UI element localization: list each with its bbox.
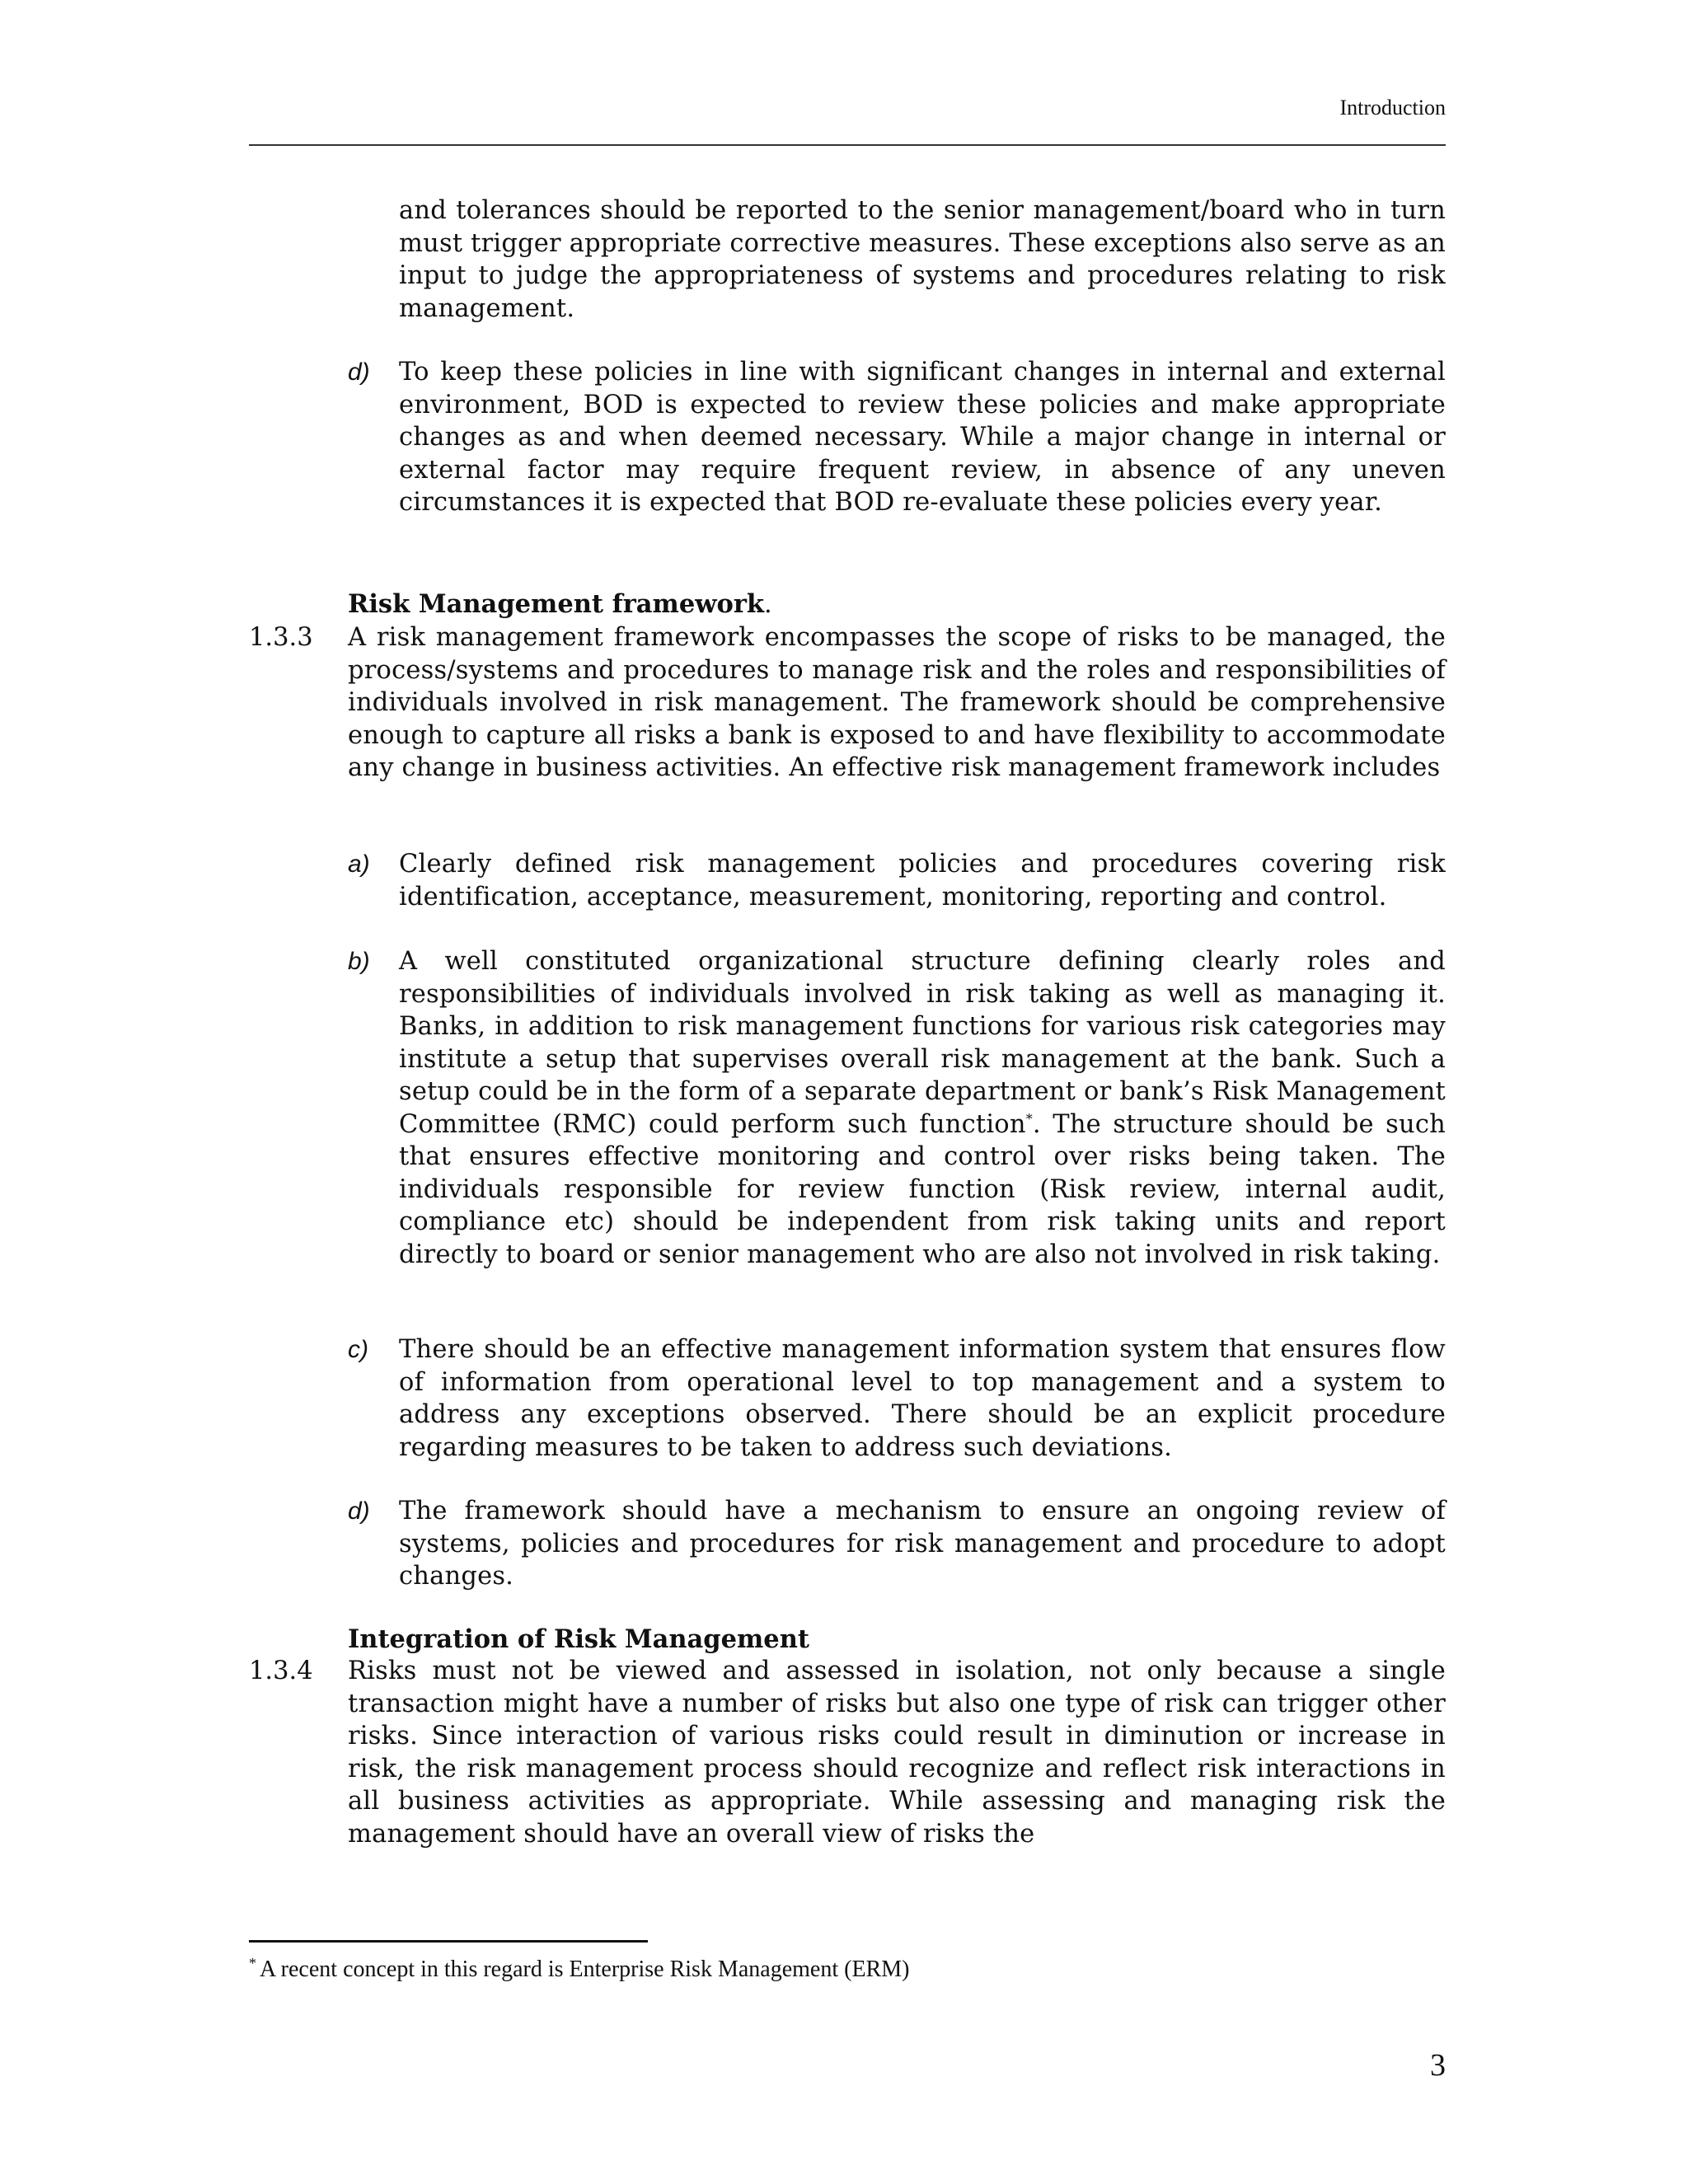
section-heading-period: . [764, 590, 772, 619]
section-heading: Integration of Risk Management [348, 1624, 809, 1654]
section-paragraph: Risks must not be viewed and assessed in isolation, not only because a single transaction might have a number of risks but also one type of risk can trigger other risks. Since interaction of various risks could result in diminution or increase in risk, the risk management process should recognize and reflect risk interactions in all business activities as appropriate. While assessing and managing risk the management should have an overall view of risks the [348, 1657, 1446, 1849]
footnote [249, 1955, 909, 1985]
section-heading [348, 588, 772, 621]
footnote-mark: * [249, 1954, 256, 1971]
section-number: 1.3.4 [249, 1657, 313, 1685]
list-item-text: The framework should have a mechanism to ensure an ongoing review of systems, policies and procedures for risk management and procedure to adopt changes. [399, 1497, 1446, 1591]
section-number: 1.3.3 [249, 623, 313, 652]
section-heading-text: Risk Management framework [348, 589, 765, 619]
footnote-text: A recent concept in this regard is Enterprise Risk Management (ERM) [260, 1957, 910, 1982]
list-item-text: There should be an effective management information system that ensures flow of information from operational level to top management and a system to address any exceptions observed. There should be an explicit procedure regarding measures to be taken to address such deviations. [399, 1335, 1446, 1462]
footnote-separator [249, 1940, 648, 1943]
running-header: Introduction [1339, 96, 1446, 120]
list-item-text-part: . The structure should be such that ensures effective monitoring and control over risks being taken. The individuals responsible for review function (Risk review, internal audit, compliance etc) should be independent from risk taking units and report directly to board or senior management who are also not involved in risk taking. [399, 1109, 1447, 1269]
list-item-text: To keep these policies in line with significant changes in internal and external environment, BOD is expected to review these policies and make appropriate changes as and when deemed necessary. While a major change in internal or external factor may require frequent review, in absence of any uneven circumstances it is expected that BOD re-evaluate these policies every year. [399, 358, 1446, 517]
list-letter: c) [348, 1336, 368, 1363]
page-number: 3 [1430, 2048, 1446, 2083]
list-item-text: Clearly defined risk management policies and procedures covering risk identification, acceptance, measurement, monitoring, reporting and control. [399, 850, 1446, 912]
section-paragraph: A risk management framework encompasses the scope of risks to be managed, the process/systems and procedures to manage risk and the roles and responsibilities of individuals involved in risk management. The framework should be comprehensive enough to capture all risks a bank is exposed to and have flexibility to accommodate any change in business activities. An effective risk management framework includes [348, 623, 1446, 782]
continuation-paragraph: and tolerances should be reported to the senior management/board who in turn must trigger appropriate corrective measures. These exceptions also serve as an input to judge the appropriateness of systems and procedures relating to risk management. [399, 196, 1446, 323]
list-item-text [399, 945, 1446, 1271]
list-item-text-part: A well constituted organizational structure defining clearly roles and responsibilities of individuals involved in risk taking as well as managing it. Banks, in addition to risk management functions for various risk categories may institute a setup that supervises overall risk management at the bank. Such a setup could be in the form of a separate department or bank’s Risk Management Committee (RMC) could perform such function [399, 947, 1446, 1139]
list-letter: b) [348, 948, 370, 975]
list-letter: d) [348, 1497, 370, 1525]
list-letter: d) [348, 359, 370, 386]
footnote-reference[interactable]: * [1025, 1110, 1033, 1127]
header-rule [249, 144, 1446, 146]
list-letter: a) [348, 851, 370, 878]
